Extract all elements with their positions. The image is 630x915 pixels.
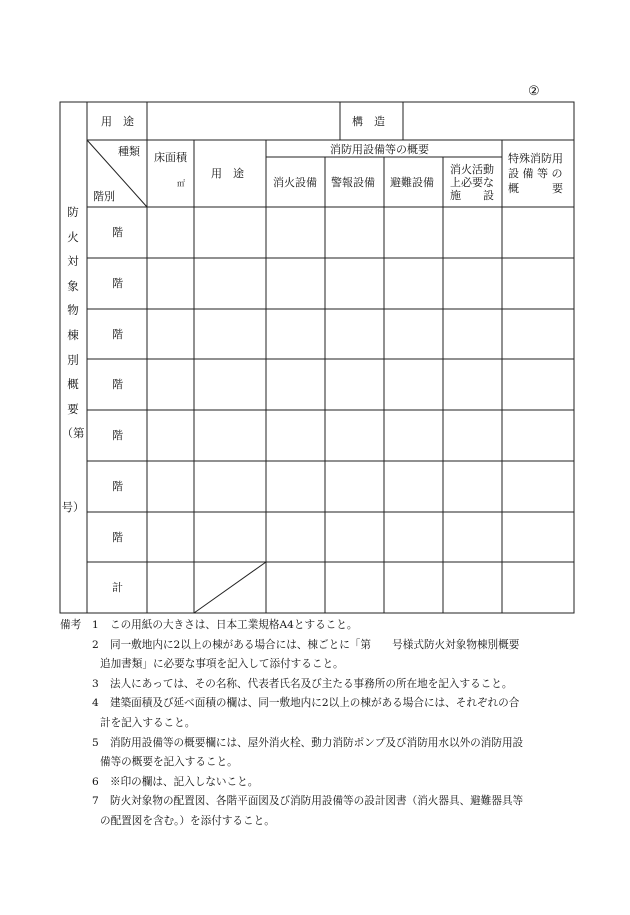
note-text: の配置図を含む。）を添付すること。 <box>100 814 275 827</box>
note-text: 計を記入すること。 <box>100 716 196 729</box>
note-text: ※印の欄は、記入しないこと。 <box>110 775 259 788</box>
floor-row-label: 階 <box>112 226 123 239</box>
notes-heading: 備考 <box>60 619 82 631</box>
usage-label: 用 途 <box>101 115 134 128</box>
notes-section <box>60 616 580 832</box>
unit-label: ㎡ <box>177 179 185 188</box>
note-number: 7 <box>92 795 99 808</box>
form-number: ② <box>528 84 540 99</box>
floor-label: 階別 <box>93 190 115 203</box>
note-number: 2 <box>92 638 99 651</box>
note-number: 4 <box>92 697 99 710</box>
special-label-2: 設 備 等 の <box>508 167 563 180</box>
floor-row-label: 階 <box>112 429 123 442</box>
type-label: 種類 <box>118 145 140 158</box>
table-border <box>60 102 574 613</box>
floor-row-label: 階 <box>112 277 123 290</box>
note-text: 消防用設備等の概要欄には、屋外消火栓、動力消防ポンプ及び消防用水以外の消防用設 <box>110 736 524 749</box>
note-text: 同一敷地内に2以上の棟がある場合には、棟ごとに「第 号様式防火対象物棟別概要 <box>110 638 520 651</box>
note-text: 備等の概要を記入すること。 <box>100 756 238 769</box>
alarm-label: 警報設備 <box>331 176 375 189</box>
note-text: 建築面積及び延べ面積の欄は、同一敷地内に2以上の棟がある場合には、それぞれの合 <box>110 697 520 710</box>
firefighting-label-3: 施 設 <box>450 189 494 202</box>
note-number: 1 <box>92 619 99 631</box>
equipment-group-label: 消防用設備等の概要 <box>330 143 429 156</box>
floor-row-label: 階 <box>112 480 123 493</box>
note-number: 3 <box>92 677 99 690</box>
total-label: 計 <box>112 581 123 594</box>
note-number: 5 <box>92 736 99 749</box>
note-text: この用紙の大きさは、日本工業規格A4とすること。 <box>110 619 358 631</box>
floor-row-label: 階 <box>112 328 123 341</box>
vertical-title: 防 火 対 象 物 棟 別 概 要 （第 号） <box>61 205 85 515</box>
special-label-3: 概 要 <box>508 182 563 195</box>
special-label-1: 特殊消防用 <box>508 152 563 165</box>
note-text: 追加書類」に必要な事項を記入して添付すること。 <box>100 658 344 671</box>
floor-row-label: 階 <box>112 378 123 391</box>
floor-area-label: 床面積 <box>154 151 187 164</box>
note-text: 法人にあっては、その名称、代表者氏名及び主たる事務所の所在地を記入すること。 <box>110 677 513 690</box>
structure-label: 構 造 <box>352 115 385 128</box>
usage-column-label: 用 途 <box>211 167 244 180</box>
evacuation-label: 避難設備 <box>390 176 434 189</box>
fire-extinguishing-label: 消火設備 <box>273 176 317 189</box>
total-diagonal <box>194 562 266 613</box>
note-number: 6 <box>92 775 99 788</box>
firefighting-label-1: 消火活動 <box>450 163 494 176</box>
note-text: 防火対象物の配置図、各階平面図及び消防用設備等の設計図書（消火器具、避難器具等 <box>110 795 524 808</box>
floor-row-label: 階 <box>112 531 123 544</box>
firefighting-label-2: 上必要な <box>450 176 494 189</box>
